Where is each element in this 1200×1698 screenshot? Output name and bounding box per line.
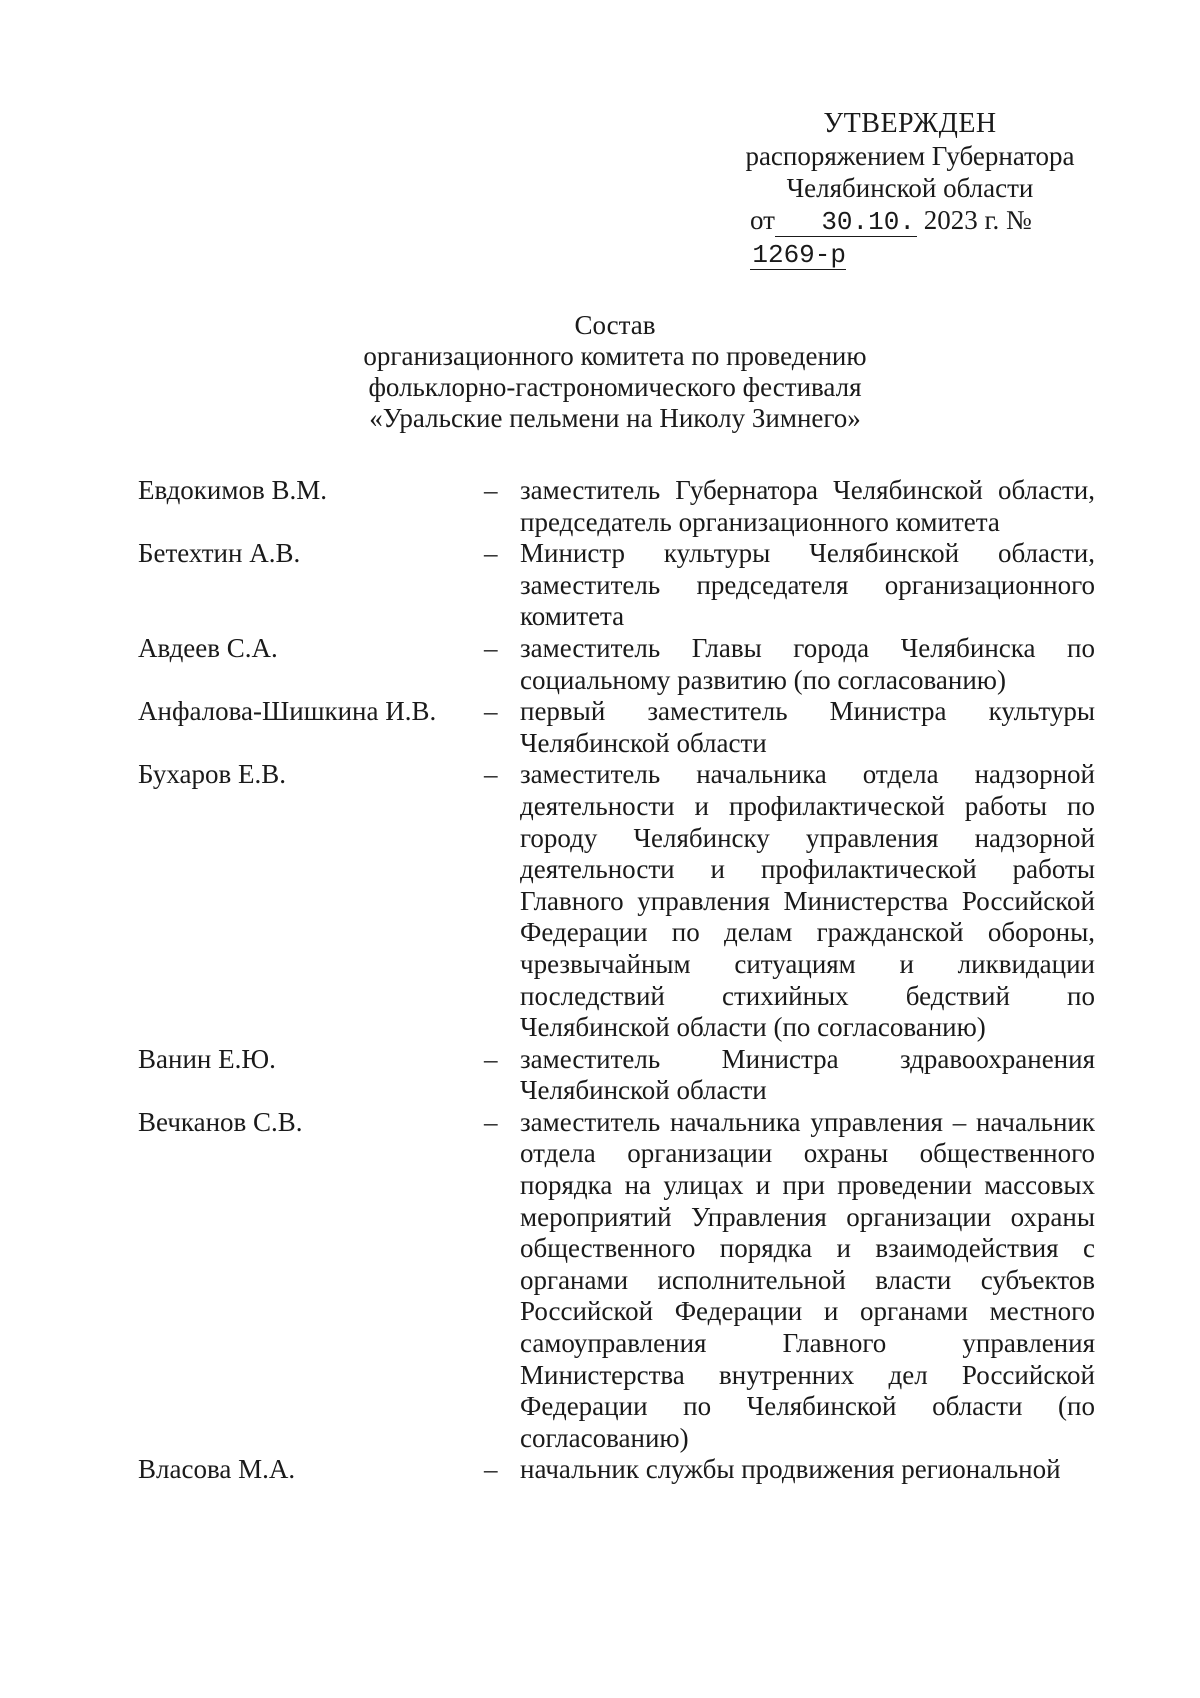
member-row: [0, 538, 1200, 633]
member-role: заместитель начальника управления – начальник отдела организации охраны общественного порядка на улицах и при проведении массовых мероприятий Управления организации охраны общественного порядка и взаимодействия с органами исполнительной власти субъектов Российской Федерации и органами местного самоуправления Главного управления Министерства внутренних дел Российской Федерации по Челябинской области (по согласованию): [520, 1106, 1095, 1453]
date-value: 30.10.: [775, 208, 917, 237]
member-row: [0, 759, 1200, 1043]
member-row: [0, 1454, 1200, 1486]
title-line-1: Состав: [574, 310, 656, 340]
member-role: заместитель Главы города Челябинска по социальному развитию (по согласованию): [520, 632, 1095, 695]
member-row: [0, 1107, 1200, 1455]
member-name: Евдокимов В.М.: [138, 475, 327, 505]
member-name: Власова М.А.: [138, 1454, 296, 1485]
separator-dash: –: [484, 538, 498, 569]
separator-dash: –: [484, 632, 498, 663]
member-role: начальник службы продвижения региональной: [520, 1454, 1061, 1485]
member-name: Вечканов С.В.: [138, 1106, 303, 1137]
separator-dash: –: [484, 475, 498, 505]
member-name: Авдеев С.А.: [138, 632, 278, 663]
member-name: Анфалова-Шишкина И.В.: [138, 696, 437, 727]
title-line-4: «Уральские пельмени на Николу Зимнего»: [369, 403, 861, 433]
year-number-text: 2023 г. №: [923, 205, 1032, 235]
member-name: Бухаров Е.В.: [138, 759, 286, 790]
members-list: [0, 475, 1200, 1486]
approval-date-line: [700, 204, 1120, 270]
member-row: [0, 475, 1200, 538]
member-row: [0, 633, 1200, 696]
member-role: заместитель Министра здравоохранения Челябинской области: [520, 1043, 1095, 1106]
member-name: Бетехтин А.В.: [138, 538, 301, 569]
approval-line-2: Челябинской области: [786, 173, 1034, 203]
approval-block: [700, 108, 1120, 270]
separator-dash: –: [484, 759, 498, 790]
title-line-3: фольклорно-гастрономического фестиваля: [368, 372, 862, 402]
separator-dash: –: [484, 1454, 498, 1485]
separator-dash: –: [484, 1043, 498, 1074]
member-row: [0, 1044, 1200, 1107]
member-role: заместитель начальника отдела надзорной деятельности и профилактической работы по городу Челябинску управления надзорной деятельности и профилактической работы Главного управления Министерства Российской Федерации по делам гражданской обороны, чрезвычайным ситуациям и ликвидации последствий стихийных бедствий по Челябинской области (по согласованию): [520, 759, 1095, 1043]
approval-title: УТВЕРЖДЕН: [823, 108, 997, 139]
member-role: заместитель Губернатора Челябинской области, председатель организационного комитета: [520, 475, 1095, 537]
approval-line-1: распоряжением Губернатора: [745, 141, 1075, 171]
separator-dash: –: [484, 1106, 498, 1137]
member-name: Ванин Е.Ю.: [138, 1043, 276, 1074]
member-row: [0, 696, 1200, 759]
document-title: [300, 310, 930, 434]
member-role: Министр культуры Челябинской области, заместитель председателя организационного комитета: [520, 538, 1095, 632]
member-role: первый заместитель Министра культуры Челябинской области: [520, 696, 1095, 758]
title-line-2: организационного комитета по проведению: [363, 341, 867, 371]
date-prefix: от: [750, 205, 775, 235]
order-number: 1269-р: [750, 241, 846, 270]
separator-dash: –: [484, 696, 498, 727]
